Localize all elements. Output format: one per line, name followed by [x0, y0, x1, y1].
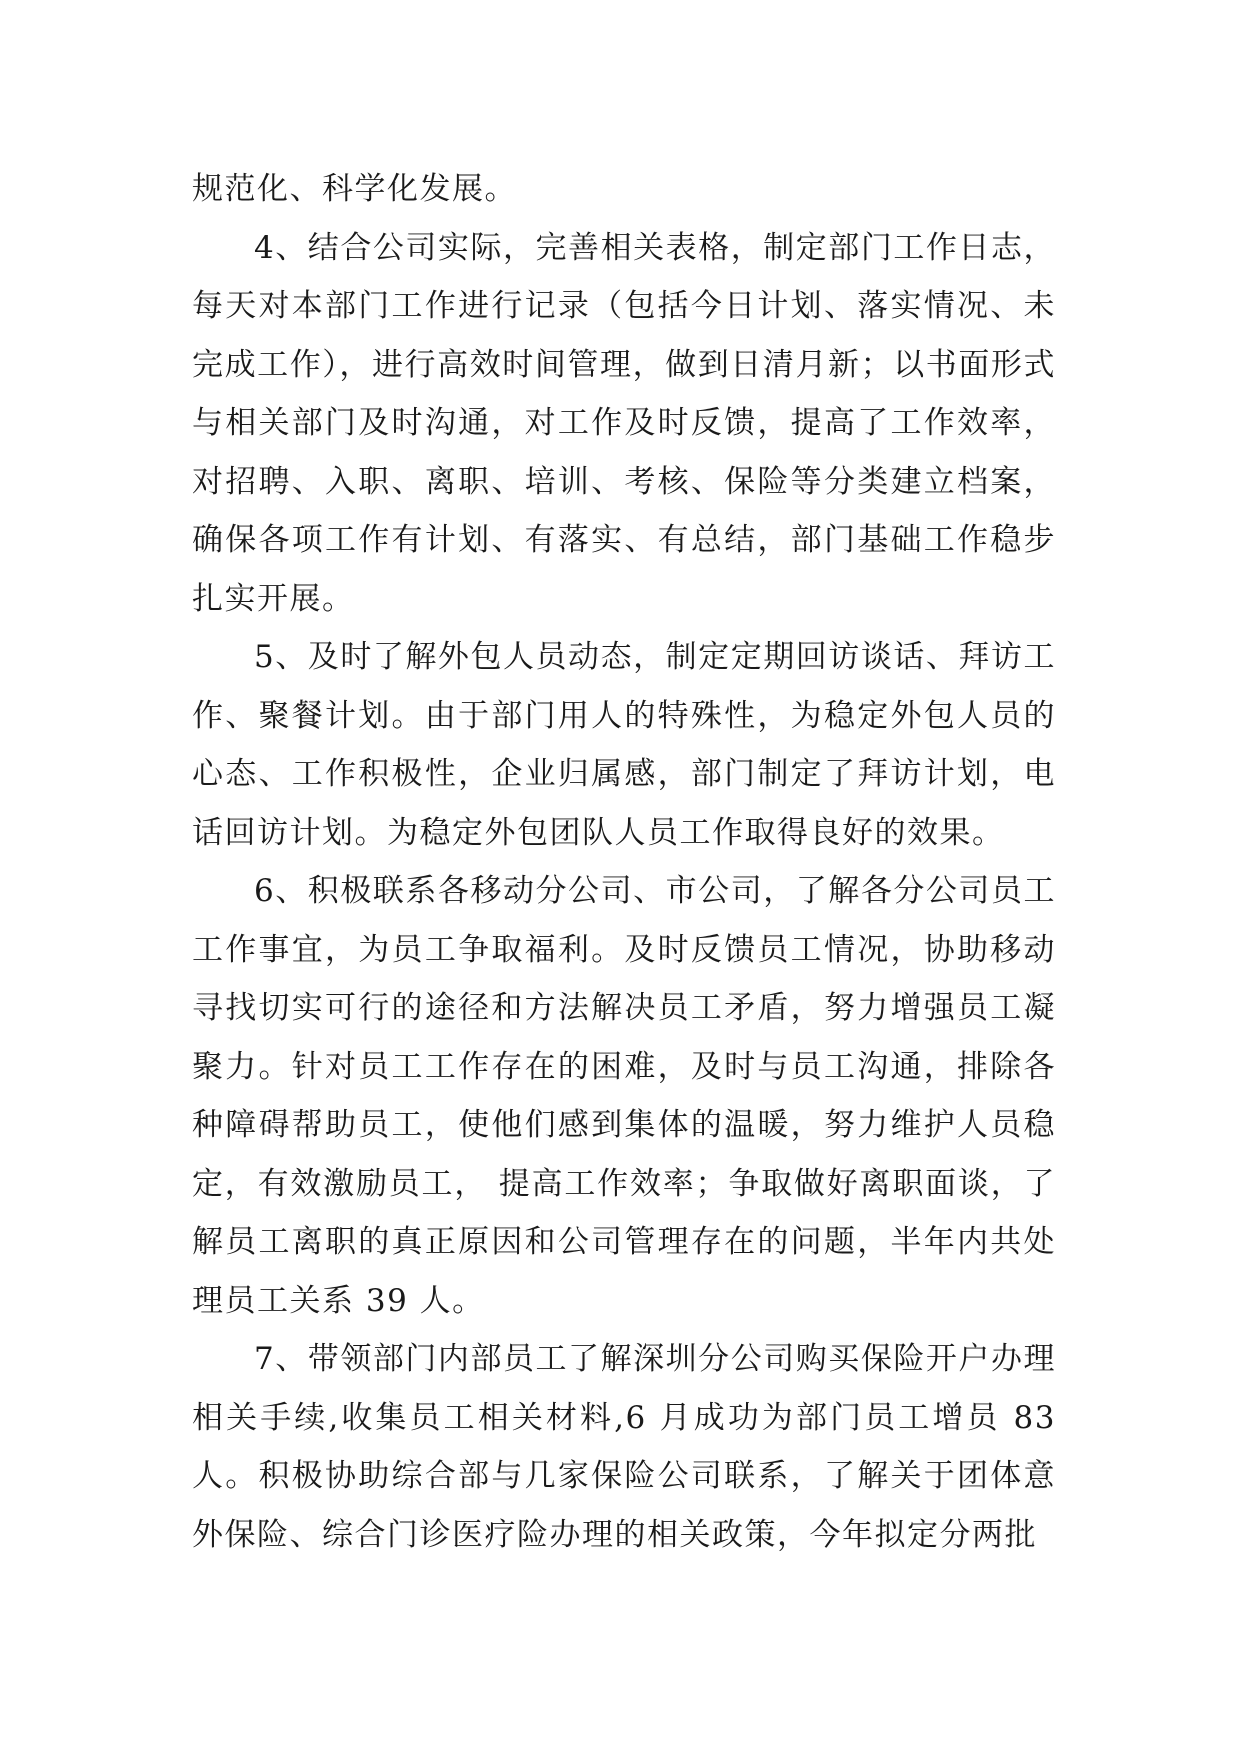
paragraph-item-4: 4、结合公司实际，完善相关表格，制定部门工作日志，每天对本部门工作进行记录（包括今日计划、落实情况、未完成工作），进行高效时间管理，做到日清月新；以书面形式与相关部门及时沟通，对工作及时反馈，提高了工作效率，对招聘、入职、离职、培训、考核、保险等分类建立档案，确保各项工作有计划、有落实、有总结，部门基础工作稳步扎实开展。	[192, 229, 1056, 617]
document-body	[192, 160, 1056, 1564]
paragraph-item-6: 6、积极联系各移动分公司、市公司，了解各分公司员工工作事宜，为员工争取福利。及时反馈员工情况，协助移动寻找切实可行的途径和方法解决员工矛盾，努力增强员工凝聚力。针对员工工作存在的困难，及时与员工沟通，排除各种障碍帮助员工，使他们感到集体的温暖，努力维护人员稳定，有效激励员工， 提高工作效率；争取做好离职面谈，了解员工离职的真正原因和公司管理存在的问题，半年内共处理员工关系 39 人。	[192, 873, 1056, 1319]
paragraph-item-5: 5、及时了解外包人员动态，制定定期回访谈话、拜访工作、聚餐计划。由于部门用人的特殊性，为稳定外包人员的心态、工作积极性，企业归属感，部门制定了拜访计划，电话回访计划。为稳定外包团队人员工作取得良好的效果。	[192, 639, 1056, 851]
paragraph-item-7: 7、带领部门内部员工了解深圳分公司购买保险开户办理相关手续,收集员工相关材料,6 月成功为部门员工增员 83 人。积极协助综合部与几家保险公司联系，了解关于团体意外保险、综合门诊医疗险办理的相关政策，今年拟定分两批	[192, 1341, 1056, 1553]
paragraph-continuation: 规范化、科学化发展。	[192, 171, 517, 207]
